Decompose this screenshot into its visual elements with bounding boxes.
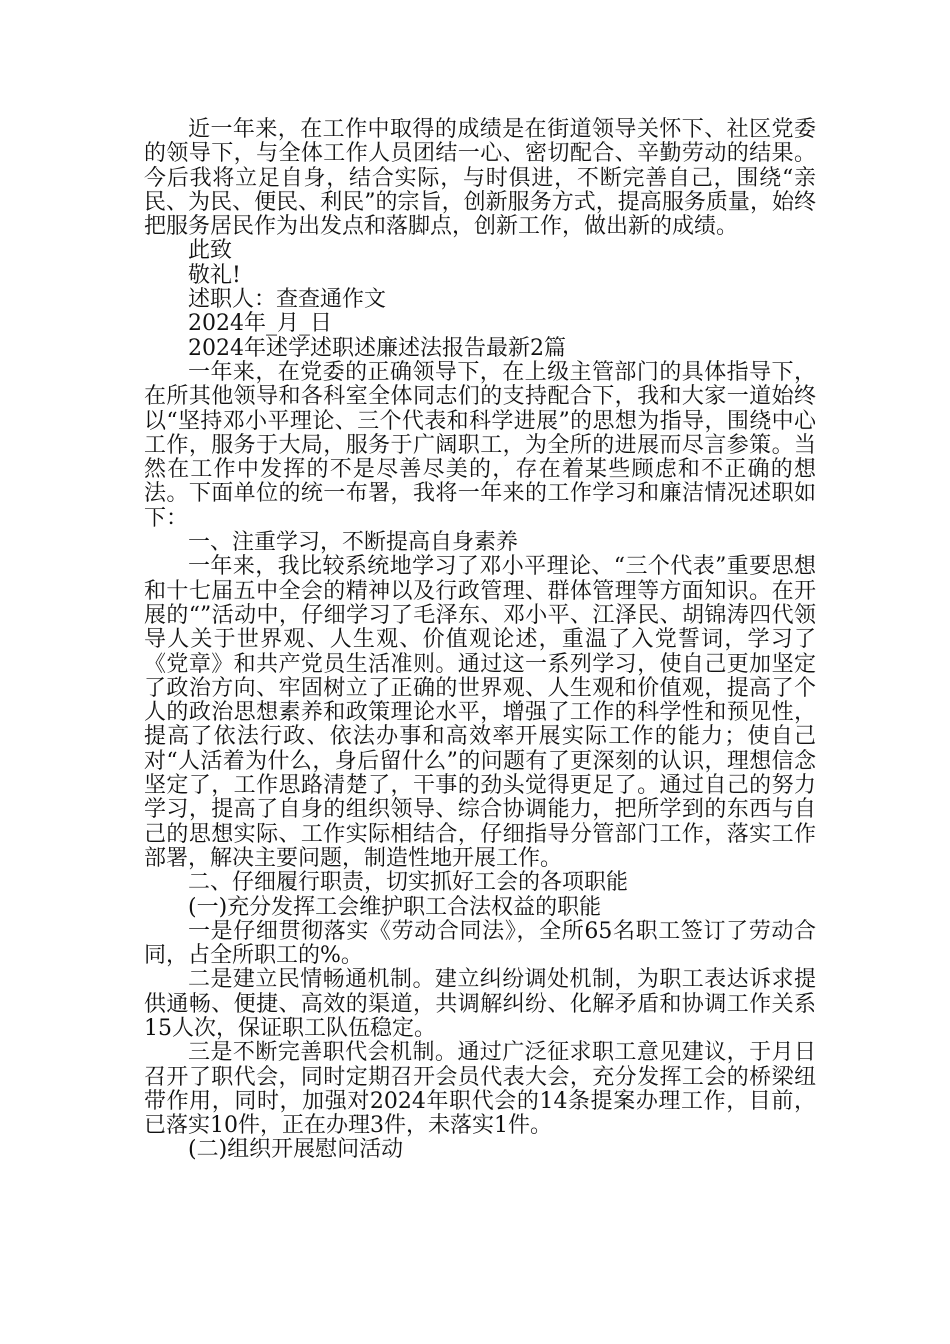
- paragraph-study: 一年来，我比较系统地学习了邓小平理论、“三个代表”重要思想和十七届五中全会的精神以及行政管理、群体管理等方面知识。在开展的“”活动中，仔细学习了毛泽东、邓小平、江泽民、胡锦涛四代领导人关于世界观、人生观、价值观论述，重温了入党誓词，学习了《党章》和共产党员生活准则。通过这一系列学习，使自己更加坚定了政治方向、牢固树立了正确的世界观、人生观和价值观，提高了个人的政治思想素养和政策理论水平，增强了工作的科学性和预见性，提高了依法行政、依法办事和高效率开展实际工作的能力；使自己对“人活着为什么，身后留什么”的问题有了更深刻的认识，理想信念坚定了，工作思路清楚了，干事的劲头觉得更足了。通过自己的努力学习，提高了自身的组织领导、综合协调能力，把所学到的东西与自己的思想实际、工作实际相结合，仔细指导分管部门工作，落实工作部署，解决主要问题，制造性地开展工作。: [144, 554, 816, 871]
- section-heading-2: 二、仔细履行职责，切实抓好工会的各项职能: [188, 870, 629, 896]
- signature-line: 述职人：查查通作文: [188, 287, 387, 313]
- paragraph-conclusion: 近一年来，在工作中取得的成绩是在街道领导关怀下、社区党委的领导下，与全体工作人员团结一心、密切配合、辛勤劳动的结果。今后我将立足自身，结合实际，与时俱进，不断完善自己，围绕“亲民、为民、便民、利民”的宗旨，创新服务方式，提高服务质量，始终把服务居民作为出发点和落脚点，创新工作，做出新的成绩。: [144, 117, 816, 240]
- subsection-heading-2: (二)组织开展慰问活动: [188, 1137, 404, 1163]
- closing-respect: 敬礼!: [188, 262, 241, 288]
- paragraph-item-3: 三是不断完善职代会机制。通过广泛征求职工意见建议，于月日召开了职代会，同时定期召开会员代表大会，充分发挥工会的桥梁纽带作用，同时，加强对2024年职代会的14条提案办理工作，目前，已落实10件，正在办理3件，未落实1件。: [144, 1040, 816, 1139]
- section-heading-1: 一、注重学习，不断提高自身素养: [188, 530, 519, 556]
- closing-salutation: 此致: [188, 238, 233, 264]
- document-title: 2024年述学述职述廉述法报告最新2篇: [188, 335, 566, 361]
- subsection-heading-1: (一)充分发挥工会维护职工合法权益的职能: [188, 894, 602, 920]
- date-line: 2024年_月_日: [188, 311, 332, 337]
- paragraph-item-1: 一是仔细贯彻落实《劳动合同法》，全所65名职工签订了劳动合同，占全所职工的%。: [144, 918, 816, 969]
- paragraph-item-2: 二是建立民情畅通机制。建立纠纷调处机制，为职工表达诉求提供通畅、便捷、高效的渠道，共调解纠纷、化解矛盾和协调工作关系15人次，保证职工队伍稳定。: [144, 967, 816, 1041]
- document-page: [144, 118, 816, 1163]
- paragraph-intro: 一年来，在党委的正确领导下，在上级主管部门的具体指导下，在所其他领导和各科室全体同志们的支持配合下，我和大家一道始终以“坚持邓小平理论、三个代表和科学进展”的思想为指导，围绕中心工作，服务于大局，服务于广阔职工，为全所的进展而尽言参策。当然在工作中发挥的不是尽善尽美的，存在着某些顾虑和不正确的想法。下面单位的统一布署，我将一年来的工作学习和廉洁情况述职如下：: [144, 359, 816, 531]
